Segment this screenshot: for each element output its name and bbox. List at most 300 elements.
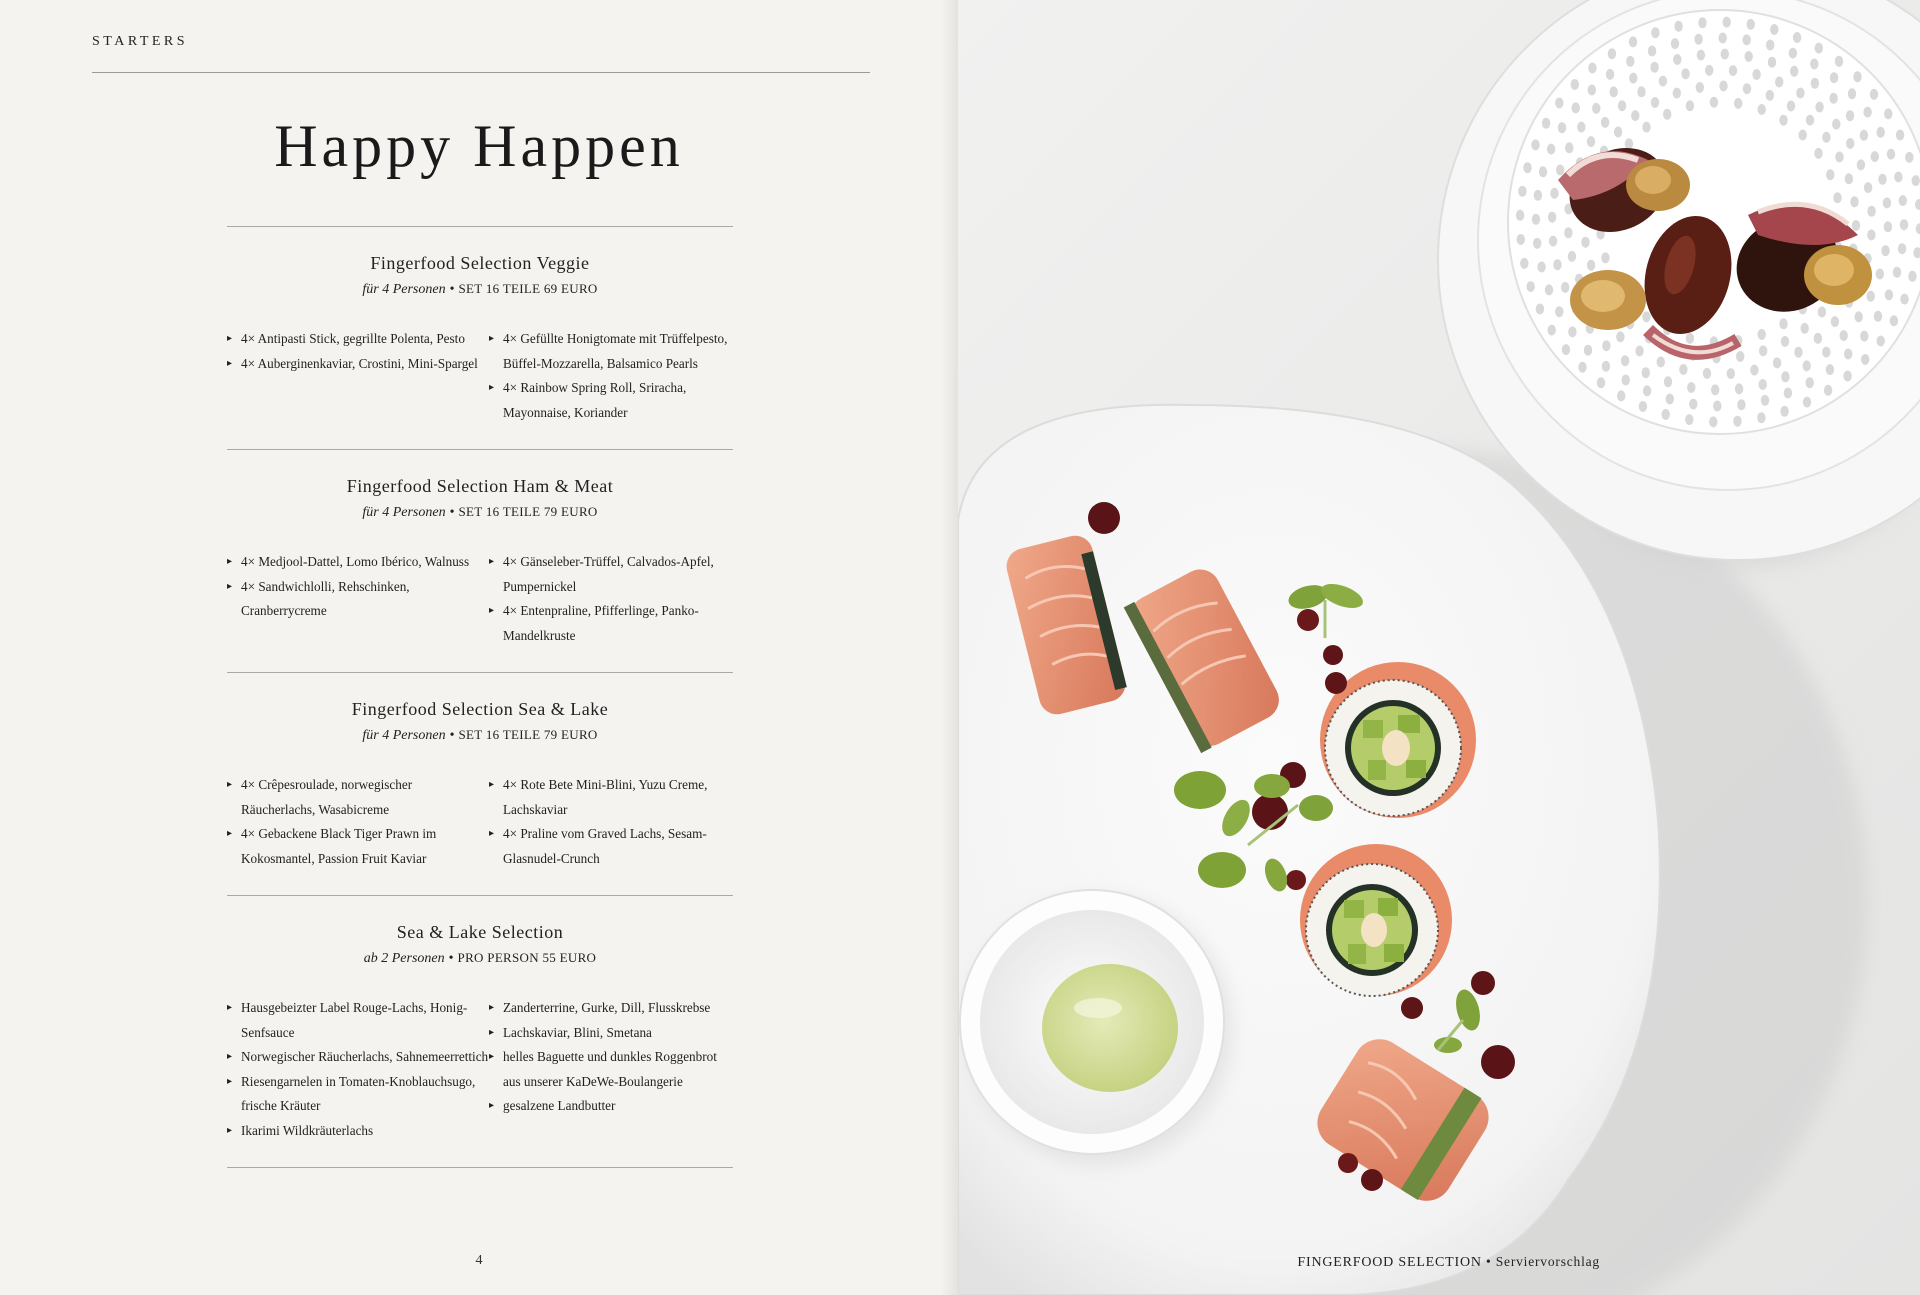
- perforation-hole: [1577, 122, 1585, 133]
- perforation-hole: [1908, 271, 1916, 282]
- perforation-hole: [1685, 414, 1693, 425]
- bullet-arrow-icon: ▸: [227, 580, 233, 592]
- left-column: [227, 773, 489, 871]
- perforation-hole: [1602, 361, 1610, 372]
- menu-item: [227, 550, 489, 575]
- perforation-hole: [1833, 192, 1841, 203]
- perforation-hole: [1781, 336, 1789, 347]
- bullet-arrow-icon: ▸: [489, 382, 495, 393]
- menu-item: [489, 1021, 733, 1046]
- section-subline: [227, 501, 733, 524]
- section-persons: für 4 Personen: [362, 505, 446, 520]
- perforation-hole: [1801, 323, 1809, 334]
- menu-item: [489, 1045, 733, 1094]
- perforation-hole: [1555, 306, 1563, 317]
- perforation-hole: [1876, 269, 1884, 280]
- perforation-hole: [1601, 252, 1609, 263]
- perforation-hole: [1610, 86, 1618, 97]
- perforation-hole: [1698, 17, 1706, 28]
- bullet-arrow-icon: ▸: [227, 1124, 233, 1136]
- perforation-hole: [1870, 89, 1878, 100]
- perforation-hole: [1779, 115, 1787, 126]
- left-column: [227, 327, 489, 425]
- perforation-hole: [1694, 34, 1702, 45]
- perforation-hole: [1629, 73, 1637, 84]
- perforation-hole: [1826, 169, 1834, 180]
- perforation-hole: [1871, 151, 1879, 162]
- perforation-hole: [1884, 108, 1892, 119]
- perforation-hole: [1587, 136, 1595, 147]
- perforation-hole: [1743, 34, 1751, 45]
- perforation-hole: [1830, 72, 1838, 83]
- left-page: [0, 0, 958, 1295]
- perforation-hole: [1752, 69, 1760, 80]
- perforation-hole: [1606, 69, 1614, 80]
- perforation-hole: [1686, 100, 1694, 111]
- sushi-plate-photo: [958, 0, 1920, 1295]
- perforation-hole: [1550, 188, 1558, 199]
- perforation-hole: [1689, 399, 1697, 410]
- perforation-hole: [1548, 212, 1556, 223]
- perforation-hole: [1780, 406, 1788, 417]
- caption-title: FINGERFOOD SELECTION: [1297, 1255, 1482, 1270]
- page-number: 4: [475, 1253, 483, 1268]
- perforation-hole: [1766, 90, 1774, 101]
- perforation-hole: [1729, 65, 1737, 76]
- perforation-hole: [1831, 316, 1839, 327]
- perforation-hole: [1592, 103, 1600, 114]
- perforation-hole: [1759, 379, 1767, 390]
- perforation-hole: [1568, 326, 1576, 337]
- perforation-hole: [1666, 394, 1674, 405]
- perforation-hole: [1846, 138, 1854, 149]
- menu-item-text: 4× Rote Bete Mini-Blini, Yuzu Creme, Lachskaviar: [503, 777, 708, 817]
- perforation-hole: [1584, 345, 1592, 356]
- menu-item: [227, 1119, 489, 1144]
- bullet-arrow-icon: ▸: [489, 1026, 495, 1038]
- perforation-hole: [1642, 311, 1650, 322]
- bullet-arrow-icon: ▸: [227, 1075, 233, 1087]
- bullet-arrow-icon: ▸: [489, 1100, 495, 1111]
- perforation-hole: [1877, 336, 1885, 347]
- perforation-hole: [1863, 107, 1871, 118]
- perforation-hole: [1545, 284, 1553, 295]
- perforation-hole: [1796, 88, 1804, 99]
- perforation-hole: [1850, 196, 1858, 207]
- perforation-hole: [1794, 347, 1802, 358]
- perforation-hole: [1860, 331, 1868, 342]
- perforation-hole: [1867, 230, 1875, 241]
- bullet-arrow-icon: ▸: [227, 779, 233, 790]
- perforation-hole: [1571, 79, 1579, 90]
- perforation-hole: [1588, 63, 1596, 74]
- perforation-hole: [1614, 127, 1622, 138]
- menu-item: [227, 822, 489, 871]
- perforation-hole: [1815, 102, 1823, 113]
- perforation-hole: [1852, 220, 1860, 231]
- perforation-hole: [1697, 50, 1705, 61]
- perforation-hole: [1674, 21, 1682, 32]
- perforation-hole: [1711, 384, 1719, 395]
- perforation-hole: [1572, 102, 1580, 113]
- menu-section: [227, 227, 733, 449]
- right-column: [489, 327, 733, 425]
- menu-sections: [227, 226, 733, 1168]
- perforation-hole: [1710, 97, 1718, 108]
- menu-item: [227, 1070, 489, 1119]
- perforation-hole: [1532, 214, 1540, 225]
- perforation-hole: [1773, 357, 1781, 368]
- perforation-hole: [1814, 333, 1822, 344]
- menu-item-text: 4× Praline vom Graved Lachs, Sesam-Glasnudel-Crunch: [503, 826, 707, 866]
- wasabi-sauce: [1042, 964, 1178, 1092]
- perforation-hole: [1727, 368, 1735, 379]
- perforation-hole: [1843, 371, 1851, 382]
- menu-item: [489, 822, 733, 871]
- perforation-hole: [1775, 77, 1783, 88]
- bullet-arrow-icon: ▸: [489, 1002, 495, 1013]
- menu-item-text: 4× Medjool-Dattel, Lomo Ibérico, Walnuss: [241, 554, 470, 569]
- left-column: [227, 996, 489, 1143]
- perforation-hole: [1733, 416, 1741, 427]
- perforation-hole: [1533, 238, 1541, 249]
- perforation-hole: [1555, 98, 1563, 109]
- perforation-hole: [1523, 162, 1531, 173]
- perforation-hole: [1556, 165, 1564, 176]
- perforation-hole: [1803, 360, 1811, 371]
- perforation-hole: [1900, 294, 1908, 305]
- perforation-hole: [1601, 117, 1609, 128]
- perforation-hole: [1758, 104, 1766, 115]
- perforation-hole: [1608, 48, 1616, 59]
- perforation-hole: [1844, 349, 1852, 360]
- perforation-hole: [1587, 260, 1595, 271]
- section-name: Sea & Lake Selection: [396, 922, 564, 942]
- perforation-hole: [1793, 32, 1801, 43]
- menu-item-text: 4× Gebackene Black Tiger Prawn im Kokosmantel, Passion Fruit Kaviar: [241, 826, 437, 866]
- bullet-arrow-icon: ▸: [489, 1051, 495, 1062]
- perforation-hole: [1721, 49, 1729, 60]
- perforation-hole: [1811, 78, 1819, 89]
- perforation-hole: [1860, 130, 1868, 141]
- perforation-hole: [1637, 86, 1645, 97]
- menu-item: [489, 550, 733, 599]
- perforation-hole: [1867, 206, 1875, 217]
- perforation-hole: [1671, 38, 1679, 49]
- section-persons: ab 2 Personen: [363, 951, 445, 966]
- perforation-hole: [1713, 401, 1721, 412]
- perforation-hole: [1745, 51, 1753, 62]
- menu-item-text: Hausgebeizter Label Rouge-Lachs, Honig-Senfsauce: [241, 1000, 468, 1040]
- perforation-hole: [1824, 385, 1832, 396]
- perforation-hole: [1673, 54, 1681, 65]
- menu-item: [489, 376, 733, 425]
- perforation-hole: [1861, 354, 1869, 365]
- perforation-hole: [1829, 93, 1837, 104]
- section-price: SET 16 TEILE 69 EURO: [458, 281, 598, 296]
- perforation-hole: [1883, 197, 1891, 208]
- perforation-hole: [1696, 82, 1704, 93]
- perforation-hole: [1806, 377, 1814, 388]
- perforation-hole: [1597, 377, 1605, 388]
- menu-item: [227, 996, 489, 1045]
- left-column: [227, 550, 489, 648]
- perforation-hole: [1881, 245, 1889, 256]
- perforation-hole: [1639, 401, 1647, 412]
- perforation-hole: [1679, 364, 1687, 375]
- perforation-hole: [1622, 375, 1630, 386]
- menu-item-text: Lachskaviar, Blini, Smetana: [503, 1024, 652, 1040]
- perforation-hole: [1723, 17, 1731, 28]
- perforation-hole: [1905, 152, 1913, 163]
- perforation-hole: [1877, 127, 1885, 138]
- bullet-arrow-icon: ▸: [489, 333, 495, 344]
- perforation-hole: [1527, 281, 1535, 292]
- menu-item: [227, 352, 489, 377]
- perforation-hole: [1846, 110, 1854, 121]
- perforation-hole: [1616, 331, 1624, 342]
- menu-item-text: gesalzene Landbutter: [503, 1098, 616, 1113]
- perforation-hole: [1898, 243, 1906, 254]
- subline-separator: •: [448, 951, 454, 966]
- perforation-hole: [1659, 76, 1667, 87]
- perforation-hole: [1578, 362, 1586, 373]
- perforation-hole: [1761, 395, 1769, 406]
- perforation-hole: [1736, 351, 1744, 362]
- caption-separator: •: [1486, 1254, 1492, 1269]
- perforation-hole: [1857, 159, 1865, 170]
- perforation-hole: [1814, 148, 1822, 159]
- perforation-hole: [1835, 56, 1843, 67]
- perforation-hole: [1664, 376, 1672, 387]
- caption-text: Serviervorschlag: [1495, 1254, 1600, 1269]
- perforation-hole: [1832, 119, 1840, 130]
- subline-separator: •: [449, 728, 455, 743]
- perforation-hole: [1770, 24, 1778, 35]
- perforation-hole: [1826, 364, 1834, 375]
- bullet-arrow-icon: ▸: [227, 828, 233, 839]
- perforation-hole: [1845, 173, 1853, 184]
- perforation-hole: [1561, 282, 1569, 293]
- perforation-hole: [1534, 190, 1542, 201]
- perforation-hole: [1703, 368, 1711, 379]
- perforation-hole: [1642, 367, 1650, 378]
- perforation-hole: [1750, 365, 1758, 376]
- perforation-hole: [1848, 88, 1856, 99]
- menu-item-text: 4× Auberginenkaviar, Crostini, Mini-Spargel: [241, 355, 478, 371]
- menu-section: [227, 673, 733, 895]
- perforation-hole: [1874, 311, 1882, 322]
- perforation-hole: [1747, 19, 1755, 30]
- section-name: Fingerfood Selection Veggie: [370, 253, 590, 273]
- perforation-hole: [1618, 100, 1626, 111]
- bullet-arrow-icon: ▸: [489, 556, 495, 567]
- perforation-hole: [1631, 110, 1639, 121]
- subline-separator: •: [449, 282, 455, 297]
- perforation-hole: [1759, 345, 1767, 356]
- perforation-hole: [1617, 390, 1625, 401]
- perforation-hole: [1553, 259, 1561, 270]
- perforation-hole: [1642, 122, 1650, 133]
- top-rule: [92, 72, 870, 73]
- perforation-hole: [1758, 329, 1766, 340]
- perforation-hole: [1602, 340, 1610, 351]
- perforation-hole: [1887, 149, 1895, 160]
- menu-item-text: helles Baguette und dunkles Roggenbrot aus unserer KaDeWe-Boulangerie: [503, 1049, 717, 1089]
- perforation-hole: [1531, 139, 1539, 150]
- perforation-hole: [1784, 388, 1792, 399]
- bullet-arrow-icon: ▸: [489, 828, 495, 839]
- perforation-hole: [1735, 383, 1743, 394]
- perforation-hole: [1629, 36, 1637, 47]
- section-name: Fingerfood Selection Sea & Lake: [351, 699, 609, 719]
- menu-item-text: Norwegischer Räucherlachs, Sahnemeerrettich: [241, 1049, 489, 1064]
- bullet-arrow-icon: ▸: [489, 605, 495, 616]
- section-subline: [227, 947, 733, 970]
- perforation-hole: [1547, 144, 1555, 155]
- perforation-hole: [1900, 219, 1908, 230]
- perforation-hole: [1681, 68, 1689, 79]
- perforation-hole: [1562, 344, 1570, 355]
- section-persons: für 4 Personen: [362, 282, 446, 297]
- perforation-hole: [1806, 115, 1814, 126]
- perforation-hole: [1687, 382, 1695, 393]
- perforation-hole: [1581, 237, 1589, 248]
- menu-item: [489, 773, 733, 822]
- menu-item-text: 4× Sandwichlolli, Rehschinken, Cranberrycreme: [241, 578, 410, 618]
- perforation-hole: [1743, 83, 1751, 94]
- perforation-hole: [1621, 355, 1629, 366]
- perforation-hole: [1803, 397, 1811, 408]
- page-gutter: [940, 0, 960, 1295]
- right-column: [489, 996, 733, 1143]
- menu-item: [489, 1094, 733, 1119]
- perforation-hole: [1790, 66, 1798, 77]
- perforation-hole: [1864, 182, 1872, 193]
- perforation-hole: [1878, 174, 1886, 185]
- perforation-hole: [1822, 347, 1830, 358]
- menu-item: [227, 1045, 489, 1070]
- perforation-hole: [1648, 46, 1656, 57]
- perforation-hole: [1662, 409, 1670, 420]
- perforation-hole: [1719, 33, 1727, 44]
- menu-item-text: 4× Gänseleber-Trüffel, Calvados-Apfel, Pumpernickel: [503, 554, 714, 594]
- perforation-hole: [1709, 416, 1717, 427]
- perforation-hole: [1625, 138, 1633, 149]
- menu-item-text: 4× Gefüllte Honigtomate mit Trüffelpesto, Büffel-Mozzarella, Balsamico Pearls: [503, 331, 728, 371]
- perforation-hole: [1885, 289, 1893, 300]
- section-items: [227, 996, 733, 1143]
- perforation-hole: [1651, 27, 1659, 38]
- perforation-hole: [1558, 122, 1566, 133]
- section-items: [227, 773, 733, 871]
- perforation-hole: [1757, 412, 1765, 423]
- section-label: STARTERS: [92, 34, 189, 49]
- page-title: Happy Happen: [274, 113, 684, 179]
- perforation-hole: [1855, 311, 1863, 322]
- perforation-hole: [1517, 234, 1525, 245]
- perforation-hole: [1789, 48, 1797, 59]
- perforation-hole: [1853, 71, 1861, 82]
- right-page: [958, 0, 1920, 1295]
- perforation-hole: [1520, 258, 1528, 269]
- uramaki-roll-2: [1300, 844, 1452, 996]
- perforation-hole: [1893, 267, 1901, 278]
- perforation-hole: [1588, 85, 1596, 96]
- perforation-hole: [1650, 62, 1658, 73]
- section-subline: [227, 278, 733, 301]
- perforation-hole: [1818, 307, 1826, 318]
- perforation-hole: [1896, 130, 1904, 141]
- menu-item-text: Ikarimi Wildkräuterlachs: [241, 1122, 374, 1138]
- perforation-hole: [1705, 65, 1713, 76]
- perforation-hole: [1822, 132, 1830, 143]
- section-divider: [227, 1167, 733, 1168]
- bullet-arrow-icon: ▸: [227, 357, 233, 369]
- perforation-hole: [1899, 195, 1907, 206]
- perforation-hole: [1537, 262, 1545, 273]
- section-subline: [227, 724, 733, 747]
- perforation-hole: [1867, 291, 1875, 302]
- perforation-hole: [1787, 101, 1795, 112]
- perforation-hole: [1840, 330, 1848, 341]
- perforation-hole: [1548, 325, 1556, 336]
- perforation-hole: [1536, 304, 1544, 315]
- menu-item-text: Zanderterrine, Gurke, Dill, Flusskrebse: [503, 1000, 711, 1015]
- perforation-hole: [1651, 97, 1659, 108]
- perforation-hole: [1539, 166, 1547, 177]
- perforation-hole: [1781, 371, 1789, 382]
- perforation-hole: [1890, 315, 1898, 326]
- perforation-hole: [1810, 59, 1818, 70]
- menu-item-text: 4× Crêpesroulade, norwegischer Räucherlachs, Wasabicreme: [241, 777, 413, 817]
- bullet-arrow-icon: ▸: [227, 556, 233, 567]
- perforation-hole: [1912, 175, 1920, 186]
- perforation-hole: [1734, 98, 1742, 109]
- right-column: [489, 550, 733, 648]
- menu-item: [489, 599, 733, 648]
- section-price: SET 16 TEILE 79 EURO: [458, 727, 598, 742]
- perforation-hole: [1766, 40, 1774, 51]
- section-items: [227, 327, 733, 425]
- perforation-hole: [1673, 88, 1681, 99]
- menu-item: [227, 327, 489, 352]
- perforation-hole: [1835, 152, 1843, 163]
- section-items: [227, 550, 733, 648]
- menu-item: [489, 996, 733, 1021]
- perforation-hole: [1779, 318, 1787, 329]
- menu-section: [227, 450, 733, 672]
- bullet-arrow-icon: ▸: [489, 779, 495, 790]
- menu-item-text: Riesengarnelen in Tomaten-Knoblauchsugo, frische Kräuter: [241, 1073, 476, 1113]
- menu-item: [227, 575, 489, 624]
- bullet-arrow-icon: ▸: [227, 1051, 233, 1062]
- menu-item-text: 4× Entenpraline, Pfifferlinge, Panko-Mandelkruste: [503, 603, 699, 643]
- perforation-hole: [1549, 236, 1557, 247]
- section-price: SET 16 TEILE 79 EURO: [458, 504, 598, 519]
- perforation-hole: [1768, 57, 1776, 68]
- menu-item-text: 4× Antipasti Stick, gegrillte Polenta, Pesto: [241, 331, 465, 346]
- perforation-hole: [1894, 172, 1902, 183]
- perforation-hole: [1564, 227, 1572, 238]
- perforation-hole: [1686, 333, 1694, 344]
- menu-item: [489, 327, 733, 376]
- perforation-hole: [1737, 399, 1745, 410]
- perforation-hole: [1542, 118, 1550, 129]
- perforation-hole: [1719, 81, 1727, 92]
- menu-item: [227, 773, 489, 822]
- bullet-arrow-icon: ▸: [227, 333, 233, 344]
